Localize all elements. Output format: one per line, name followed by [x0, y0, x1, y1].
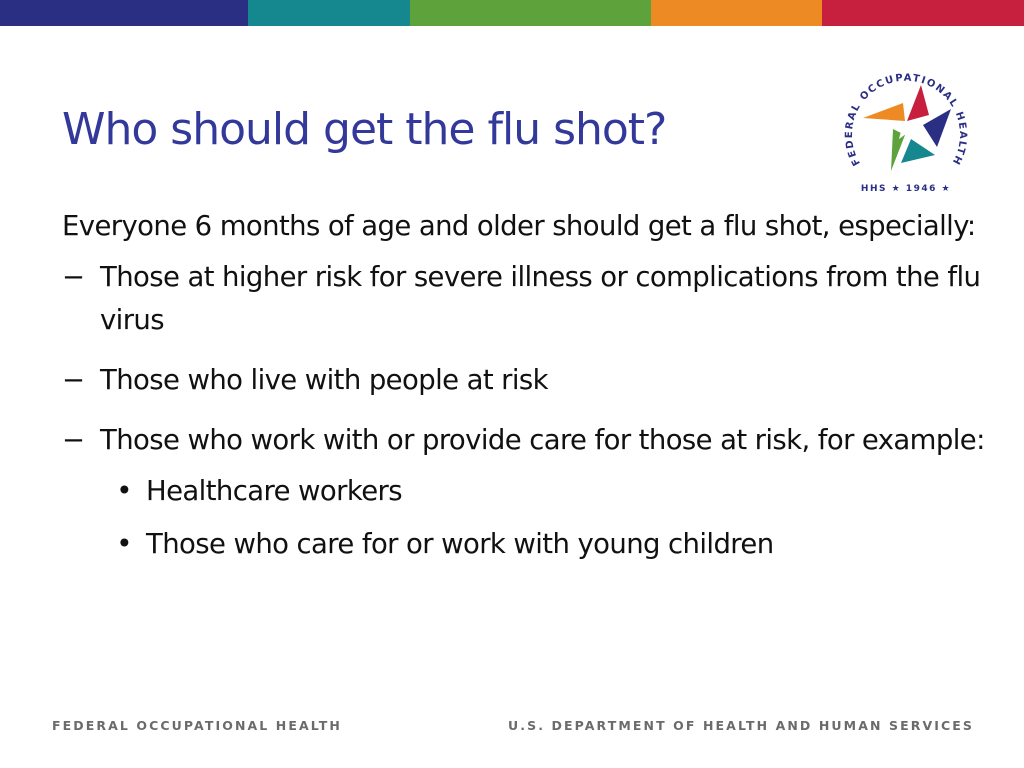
sub-list-item-text: Those who care for or work with young children: [146, 528, 774, 560]
logo-bottom-text: HHS ★ 1946 ★: [860, 184, 952, 194]
slide-title: Who should get the flu shot?: [62, 104, 667, 155]
band-segment-red: [822, 0, 1024, 26]
footer-left-text: FEDERAL OCCUPATIONAL HEALTH: [52, 718, 342, 733]
list-item: [62, 359, 992, 402]
band-segment-teal: [248, 0, 410, 26]
list-item: [62, 256, 992, 342]
sub-list-item: [108, 523, 992, 566]
list-item-text: Those who work with or provide care for those at risk, for example:: [100, 424, 985, 456]
federal-occupational-health-logo: [833, 63, 979, 209]
logo-orange-shape: [863, 103, 905, 121]
round-bullet-icon: •: [116, 528, 132, 560]
logo-teal-shape: [901, 139, 935, 163]
list-item-text: Those who live with people at risk: [100, 364, 548, 396]
list-item-text: Those at higher risk for severe illness or complications from the flu virus: [100, 261, 981, 336]
band-segment-navy: [0, 0, 248, 26]
intro-text: Everyone 6 months of age and older should get a flu shot, especially:: [62, 210, 976, 242]
sub-list-item-text: Healthcare workers: [146, 475, 402, 507]
band-segment-orange: [651, 0, 822, 26]
band-segment-green: [410, 0, 651, 26]
dash-bullet-icon: −: [62, 364, 85, 396]
slide-body: [62, 204, 992, 576]
round-bullet-icon: •: [116, 475, 132, 507]
dash-bullet-icon: −: [62, 424, 85, 456]
dash-bullet-icon: −: [62, 261, 85, 293]
logo-ring-text: FEDERAL OCCUPATIONAL HEALTH: [843, 72, 969, 168]
list-item: [62, 419, 992, 462]
sub-list-item: [108, 470, 992, 513]
logo-red-shape: [907, 85, 929, 121]
top-color-band: [0, 0, 1024, 26]
footer-right-text: U.S. DEPARTMENT OF HEALTH AND HUMAN SERVICES: [508, 718, 974, 733]
sub-list: [62, 470, 992, 566]
